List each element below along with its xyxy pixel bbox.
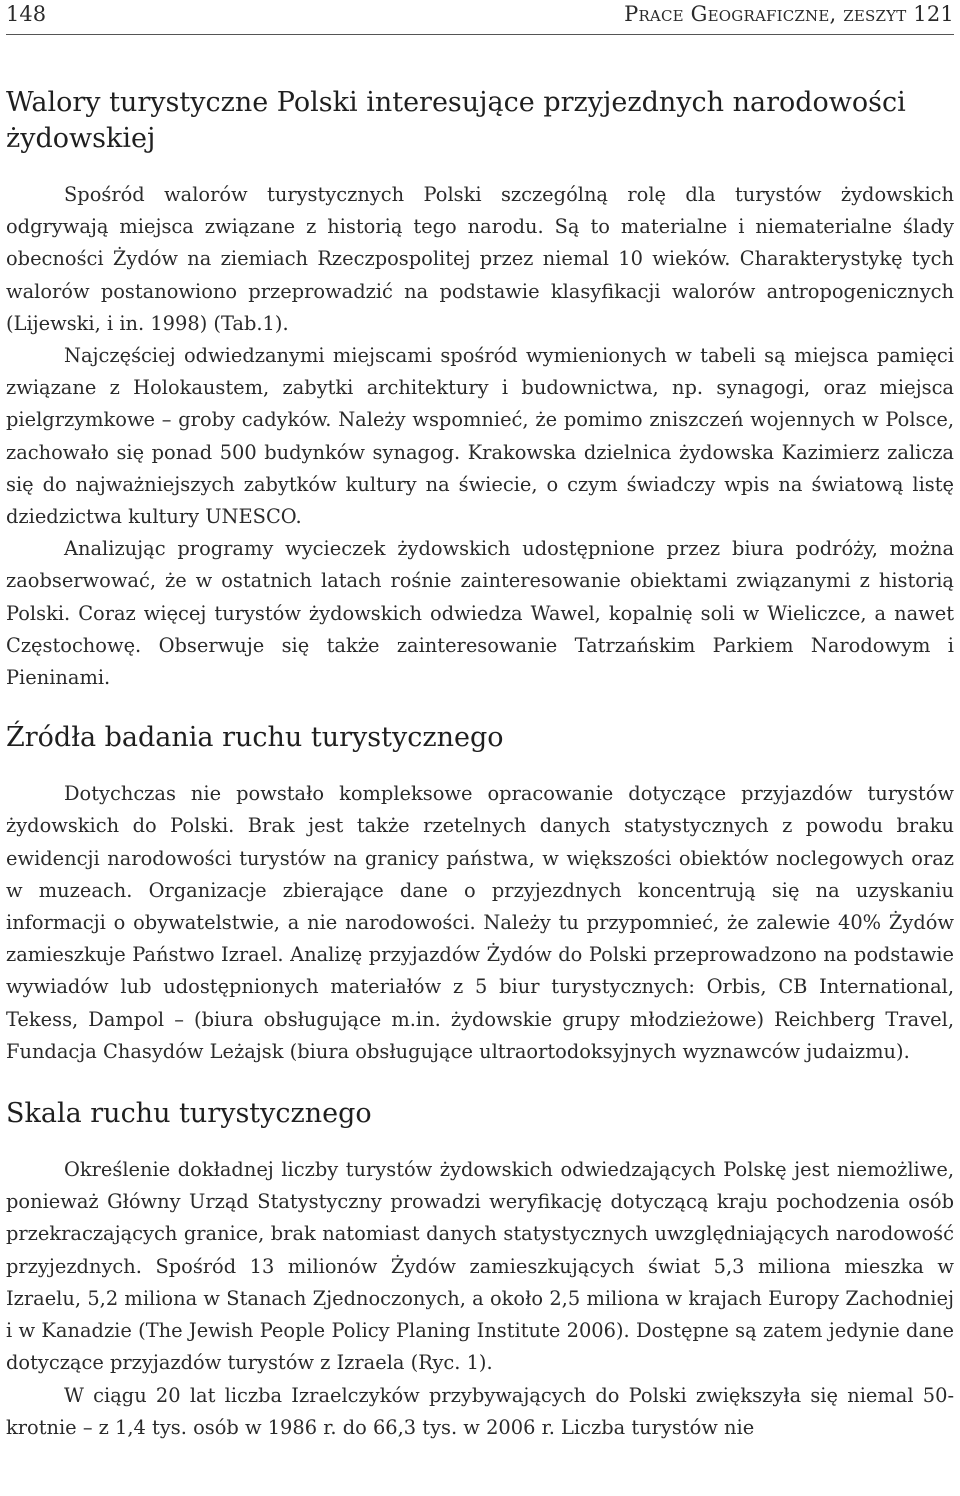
- paragraph: Dotychczas nie powstało kompleksowe opracowanie dotyczące przyjazdów turystów żydowskich do Polski. Brak jest także rzetelnych danych statystycznych z powodu braku ewidencji narodowości turystów na granicy państwa, w większości obiektów noclegowych oraz w muzeach. Organizacje zbierające dane o przyjezdnych koncentrują się na uzyskaniu informacji o obywatelstwie, a nie narodowości. Należy tu przypomnieć, że zalewie 40% Żydów zamieszkuje Państwo Izrael. Analizę przyjazdów Żydów do Polski przeprowadzono na podstawie wywiadów lub udostępnionych materiałów z 5 biur turystycznych: Orbis, CB International, Tekess, Dampol – (biura obsługujące m.in. żydowskie grupy młodzieżowe) Reichberg Travel, Fundacja Chasydów Leżajsk (biura obsługujące ultraortodoksyjnych wyznawców judaizmu).: [6, 782, 954, 1063]
- section-title-zrodla: Źródła badania ruchu turystycznego: [6, 722, 504, 754]
- paragraph: Najczęściej odwiedzanymi miejscami spośród wymienionych w tabeli są miejsca pamięci związane z Holokaustem, zabytki architektury i budownictwa, np. synagogi, oraz miejsca pielgrzymkowe – groby cadyków. Należy wspomnieć, że pomimo zniszczeń wojennych w Polsce, zachowało się ponad 500 budynków synagog. Krakowska dzielnica żydowska Kazimierz zalicza się do najważniejszych zabytków kultury na świecie, o czym świadczy wpis na światową listę dziedzictwa kultury UNESCO.: [6, 344, 954, 529]
- section-title-skala: Skala ruchu turystycznego: [6, 1098, 372, 1130]
- paragraph: Określenie dokładnej liczby turystów żydowskich odwiedzających Polskę jest niemożliwe, ponieważ Główny Urząd Statystyczny prowadzi weryfikację dotyczącą kraju pochodzenia osób przekraczających granice, brak natomiast danych statystycznych uwzględniających narodowość przyjezdnych. Spośród 13 milionów Żydów zamieszkujących świat 5,3 miliona mieszka w Izraelu, 5,2 miliona w Stanach Zjednoczonych, a około 2,5 miliona w krajach Europy Zachodniej i w Kanadzie (The Jewish People Policy Planing Institute 2006). Dostępne są zatem jedynie dane dotyczące przyjazdów turystów z Izraela (Ryc. 1).: [6, 1158, 954, 1375]
- paragraph: W ciągu 20 lat liczba Izraelczyków przybywających do Polski zwiększyła się niemal 50-krotnie – z 1,4 tys. osób w 1986 r. do 66,3 tys. w 2006 r. Liczba turystów nie: [6, 1383, 954, 1439]
- paragraph: Analizując programy wycieczek żydowskich udostępnione przez biura podróży, można zaobserwować, że w ostatnich latach rośnie zainteresowanie obiektami związanymi z historią Polski. Coraz więcej turystów żydowskich odwiedza Wawel, kopalnię soli w Wieliczce, a nawet Częstochowę. Obserwuje się także zainteresowanie Tatrzańskim Parkiem Narodowym i Pieninami.: [6, 537, 954, 690]
- paragraph: Spośród walorów turystycznych Polski szczególną rolę dla turystów żydowskich odgrywają miejsca związane z historią tego narodu. Są to materialne i niematerialne ślady obecności Żydów na ziemiach Rzeczpospolitej przez niemal 10 wieków. Charakterystykę tych walorów postanowiono przeprowadzić na podstawie klasyfikacji walorów antropogenicznych (Lijewski, i in. 1998) (Tab.1).: [6, 183, 954, 335]
- page-number: 148: [6, 2, 47, 26]
- journal-title: Prace Geograficzne, zeszyt 121: [624, 2, 954, 26]
- section-title-walory: Walory turystyczne Polski interesujące przyjezdnych narodowości żydowskiej: [6, 87, 906, 154]
- page: [6, 0, 954, 1444]
- running-header: [6, 0, 954, 35]
